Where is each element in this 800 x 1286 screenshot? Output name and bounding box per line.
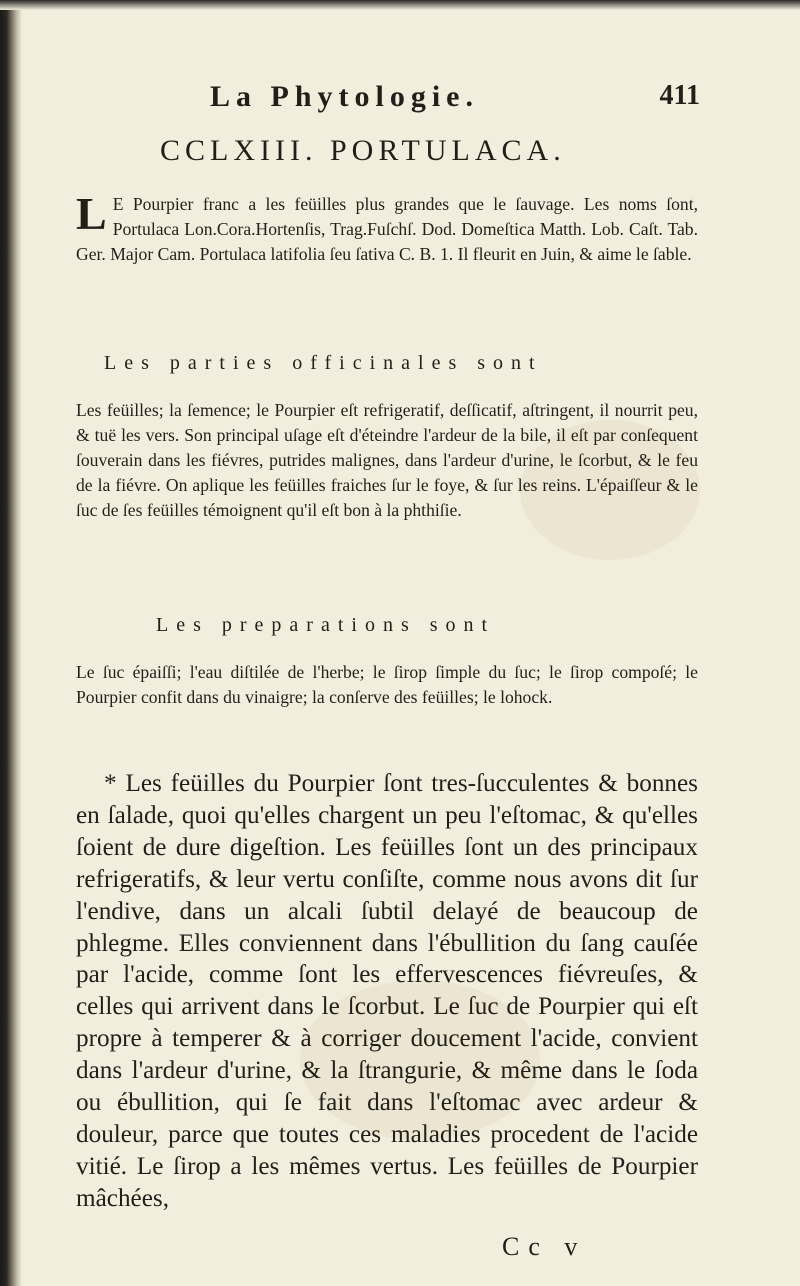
preparations-paragraph: Le ſuc épaiſſi; l'eau diſtilée de l'herbe; le ſirop ſimple du ſuc; le ſirop compoſé; le Pourpier confit dans du vinaigre; la conſerve des feüilles; le lohock. bbox=[76, 662, 698, 707]
commentary-paragraph: * Les feüilles du Pourpier ſont tres-ſucculentes & bonnes en ſalade, quoi qu'elles chargent un peu l'eſtomac, & qu'elles ſoient de dure digeſtion. Les feüilles ſont un des principaux refrigeratifs, & leur vertu conſiſte, comme nous avons dit ſur l'endive, dans un alcali ſubtil delayé de beaucoup de phlegme. Elles conviennent dans l'ébullition du ſang cauſée par l'acide, comme ſont les effervescences fiévreuſes, & celles qui arrivent dans le ſcorbut. Le ſuc de Pourpier qui eſt propre à temperer & à corriger doucement l'acide, convient dans l'ardeur d'urine, & la ſtrangurie, & même dans le ſoda ou ébullition, qui ſe fait dans l'eſtomac avec ardeur & douleur, parce que toutes ces maladies procedent de l'acide vitié. Le ſirop a les mêmes vertus. Les feüilles de Pourpier mâchées, bbox=[76, 770, 698, 1212]
chapter-title: CCLXIII. PORTULACA. bbox=[160, 134, 566, 167]
page-number: 411 bbox=[659, 80, 700, 111]
intro-paragraph bbox=[76, 188, 698, 267]
drop-cap: L bbox=[76, 188, 107, 239]
running-title: La Phytologie. bbox=[210, 80, 479, 113]
intro-paragraph-text: E Pourpier franc a les feüilles plus grandes que le ſauvage. Les noms ſont, Portulaca Lon.Cora.Hortenſis, Trag.Fuſchſ. Dod. Domeſtica Matth. Lob. Caſt. Tab. Ger. Major Cam. Portulaca latifolia ſeu ſativa C. B. 1. Il fleurit en Juin, & aime le ſable. bbox=[76, 194, 698, 264]
page-gutter-shadow bbox=[0, 0, 22, 1286]
section-heading-officinal-parts: Les parties officinales sont bbox=[104, 352, 543, 374]
page-header bbox=[210, 78, 700, 120]
officinal-parts-paragraph: Les feüilles; la ſemence; le Pourpier eſt refrigeratif, deſſicatif, aſtringent, il nourrit peu, & tuë les vers. Son principal uſage eſt d'éteindre l'ardeur de la bile, il eſt par conſequent ſouverain dans les fiévres, putrides malignes, dans l'ardeur d'urine, le ſcorbut, & le feu de la fiévre. On aplique les feüilles fraiches ſur le foye, & ſur les reins. L'épaiſſeur & le ſuc de ſes feüilles témoignent qu'il eſt bon à la phthiſie. bbox=[76, 400, 698, 520]
section-heading-preparations: Les preparations sont bbox=[156, 614, 496, 636]
signature-mark: Cc v bbox=[502, 1232, 587, 1261]
page-top-edge bbox=[0, 0, 800, 10]
